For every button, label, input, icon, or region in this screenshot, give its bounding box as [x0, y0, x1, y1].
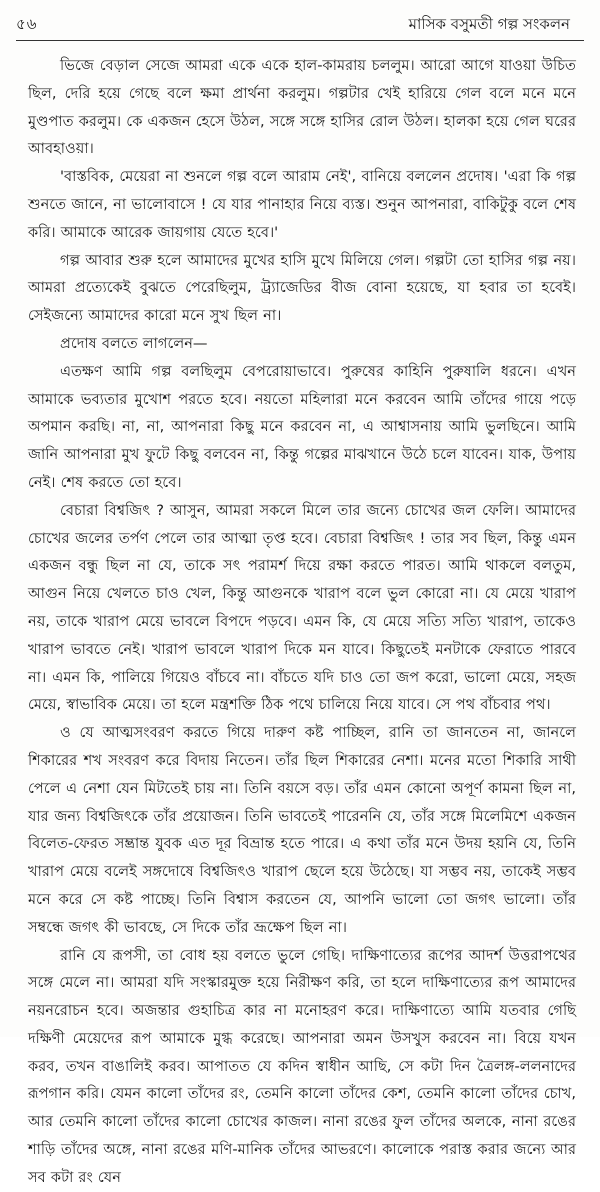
paragraph-8: রানি যে রূপসী, তা বোধ হয় বলতে ভুলে গেছি। দাক্ষিণাত্যের রূপের আদর্শ উত্তরাপথের সঙ্গে মেলে না। আমরা যদি সংস্কারমুক্ত হয়ে নিরীক্ষণ করি, তা হলে দাক্ষিণাত্যের রূপ আমাদের নয়নরোচন হবে। অজন্তার গুহাচিত্র কার না মনোহরণ করে। দাক্ষিণাত্যে আমি যতবার গেছি দক্ষিণী মেয়েদের রূপ আমাকে মুগ্ধ করেছে। আপনারা অমন উসখুস করবেন না। বিয়ে যখন করব, তখন বাঙালিই করব। আপাতত যে কদিন স্বাধীন আছি, সে কটা দিন ত্রৈলঙ্গ-ললনাদের রূপগান করি। যেমন কালো তাঁদের রং, তেমনি কালো তাঁদের কেশ, তেমনি কালো তাঁদের চোখ, আর তেমনি কালো তাঁদের কালো চোখের কাজল। নানা রঙের ফুল তাঁদের অলকে, নানা রঙের শাড়ি তাঁদের অঙ্গে, নানা রঙের মণি-মানিক তাঁদের আভরণে। কালোকে পরাস্ত করার জন্যে আর সব কটা রং যেন — [28, 946, 576, 1186]
running-title: মাসিক বসুমতী গল্প সংকলন — [408, 15, 570, 33]
paragraph-4: প্রদোষ বলতে লাগলেন— — [60, 334, 208, 352]
paragraph-7: ও যে আত্মসংবরণ করতে গিয়ে দারুণ কষ্ট পাচ্ছিল, রানি তা জানতেন না, জানলে শিকারের শখ সংবরণ করে বিদায় নিতেন। তাঁর ছিল শিকারের নেশা। মনের মতো শিকারি সাথী পেলে এ নেশা যেন মিটতেই চায় না। তিনি বয়সে বড়। তাঁর এমন কোনো অপূর্ণ কামনা ছিল না, যার জন্য বিশ্বজিৎকে তাঁর প্রয়োজন। তিনি ভাবতেই পারেননি যে, তাঁর সঙ্গে মিলেমিশে একজন বিলেত-ফেরত সম্ভ্রান্ত যুবক এত দূর বিভ্রান্ত হতে পারে। এ কথা তাঁর মনে উদয় হয়নি যে, তিনি খারাপ মেয়ে বলেই সঙ্গদোষে বিশ্বজিৎও খারাপ ছেলে হয়ে উঠেছে। যা সম্ভব নয়, তাকেই সম্ভব মনে করে সে কষ্ট পাচ্ছে। তিনি বিশ্বাস করতেন যে, আপনি ভালো তো জগৎ ভালো। তাঁর সম্বন্ধে জগৎ কী ভাবছে, সে দিকে তাঁর ভ্রূক্ষেপ ছিল না। — [28, 724, 576, 936]
paragraph-2: 'বাস্তবিক, মেয়েরা না শুনলে গল্প বলে আরাম নেই', বানিয়ে বললেন প্রদোষ। 'এরা কি গল্প শুনতে জানে, না ভালোবাসে ! যে যার পানাহার নিয়ে ব্যস্ত। শুনুন আপনারা, বাকিটুকু বলে শেষ করি। আমাকে আরেক জায়গায় যেতে হবে।' — [28, 168, 576, 241]
paragraph-3: গল্প আবার শুরু হলে আমাদের মুখের হাসি মুখে মিলিয়ে গেল। গল্পটা তো হাসির গল্প নয়। আমরা প্রত্যেকেই বুঝতে পেরেছিলুম, ট্র্যাজেডির বীজ বোনা হয়েছে, যা হবার তা হবেই। সেইজন্যে আমাদের কারো মনে সুখ ছিল না। — [28, 251, 576, 325]
paragraph-6: বেচারা বিশ্বজিৎ ? আসুন, আমরা সকলে মিলে তার জন্যে চোখের জল ফেলি। আমাদের চোখের জলের তর্পণ পেলে তার আত্মা তৃপ্ত হবে। বেচারা বিশ্বজিৎ ! তার সব ছিল, কিন্তু এমন একজন বন্ধু ছিল না যে, তাকে সৎ পরামর্শ দিয়ে রক্ষা করতে পারত। আমি থাকলে বলতুম, আগুন নিয়ে খেলতে চাও খেল, কিন্তু আগুনকে খারাপ বলে ভুল কোরো না। যে মেয়ে খারাপ নয়, তাকে খারাপ মেয়ে ভাবলে বিপদে পড়বে। এমন কি, যে মেয়ে সত্যি সত্যি খারাপ, তাকেও খারাপ ভাবতে নেই। খারাপ ভাবলে খারাপ দিকে মন যাবে। কিছুতেই মনটাকে ফেরাতে পারবে না। এমন কি, পালিয়ে গিয়েও বাঁচবে না। বাঁচতে যদি চাও তো জপ করো, ভালো মেয়ে, সহজ মেয়ে, স্বাভাবিক মেয়ে। তা হলে মন্ত্রশক্তি ঠিক পথে চালিয়ে নিয়ে যাবে। সে পথ বাঁচবার পথ। — [28, 501, 576, 714]
paragraph-1: ভিজে বেড়াল সেজে আমরা একে একে হাল-কামরায় চললুম। আরো আগে যাওয়া উচিত ছিল, দেরি হয়ে গেছে বলে ক্ষমা প্রার্থনা করলুম। গল্পটার খেই হারিয়ে গেল বলে মনে মনে মুণ্ডপাত করলুম। কে একজন হেসে উঠল, সঙ্গে সঙ্গে হাসির রোল উঠল। হালকা হয়ে গেল ঘরের আবহাওয়া। — [28, 57, 576, 158]
header-divider — [16, 40, 584, 41]
body-text — [28, 52, 576, 1186]
page-number: ৫৬ — [16, 15, 38, 33]
paragraph-5: এতক্ষণ আমি গল্প বলছিলুম বেপরোয়াভাবে। পুরুষের কাহিনি পুরুষালি ধরনে। এখন আমাকে ভব্যতার মুখোশ পরতে হবে। নয়তো মহিলারা মনে করবেন আমি তাঁদের গায়ে পড়ে অপমান করছি। না, না, আপনারা কিছু মনে করবেন না, এ আশ্বাসনায় আমি ভুলছিনে। আমি জানি আপনারা মুখ ফুটে কিছু বলবেন না, কিন্তু গল্পের মাঝখানে উঠে চলে যাবেন। যাক, উপায় নেই। শেষ করতে তো হবে। — [28, 362, 576, 491]
page-header — [0, 0, 600, 40]
